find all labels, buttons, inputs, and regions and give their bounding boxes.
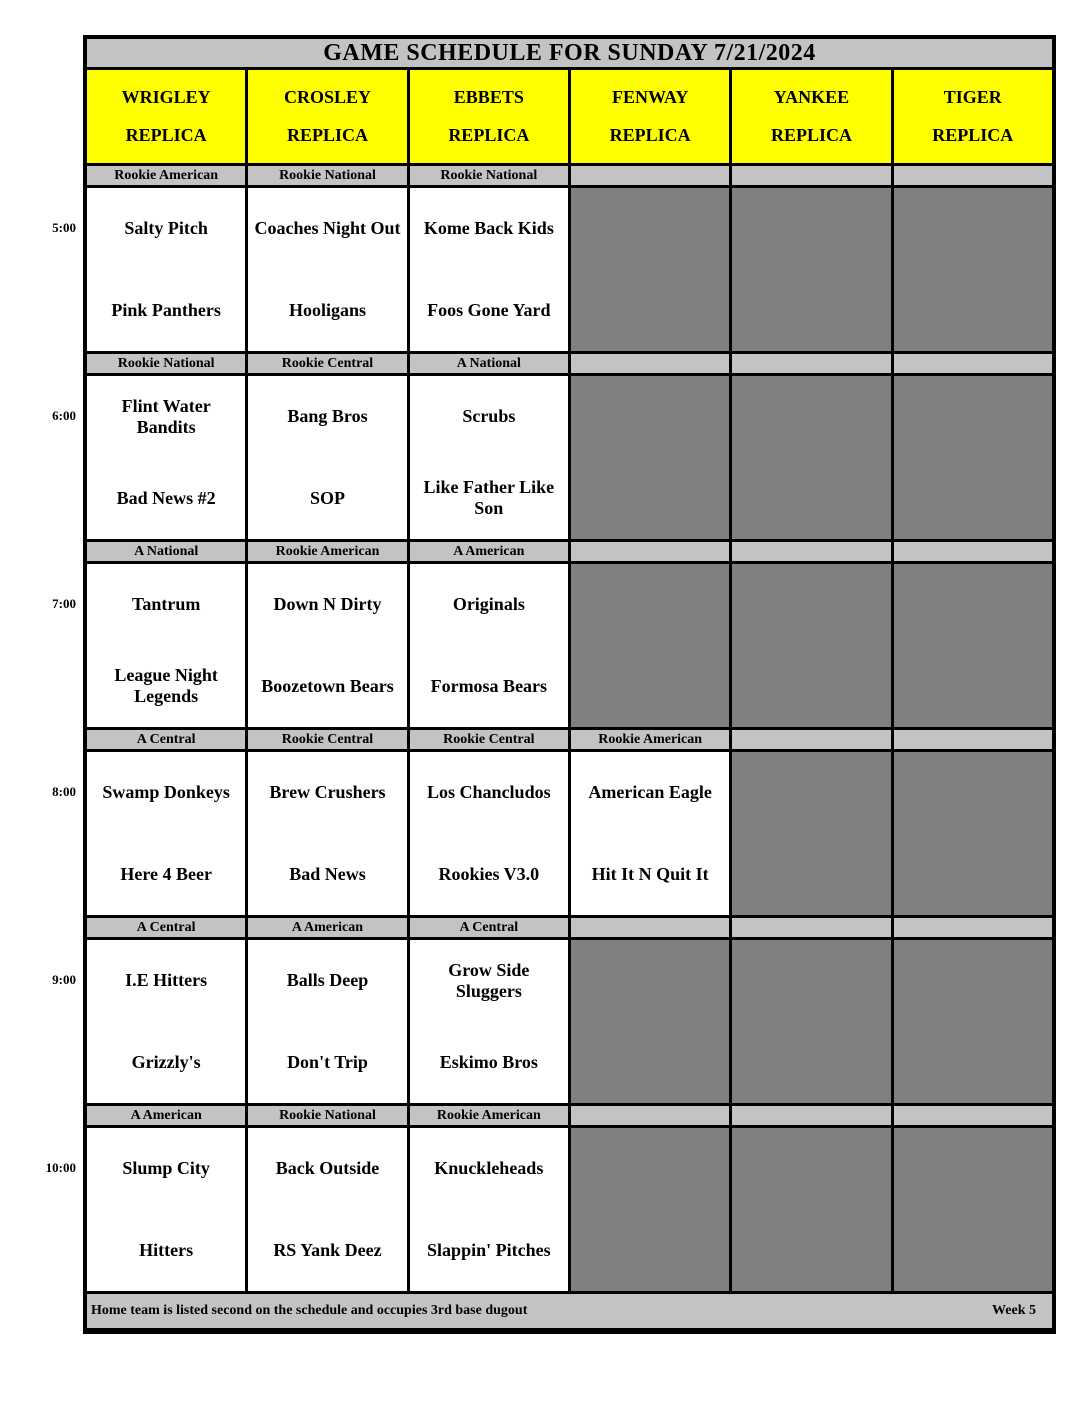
empty-game-cell <box>894 752 1052 915</box>
league-label-cell: Rookie Central <box>410 730 571 749</box>
field-name: FENWAY <box>611 87 689 107</box>
field-header-cell <box>894 70 1052 163</box>
field-name: CROSLEY <box>283 87 371 107</box>
game-cell <box>410 188 571 351</box>
league-label-cell: A American <box>248 918 409 937</box>
away-team: Brew Crushers <box>269 782 386 803</box>
games-row <box>87 376 1052 542</box>
time-label: 9:00 <box>52 972 76 987</box>
schedule-table <box>83 35 1056 1334</box>
league-label-cell: Rookie National <box>248 1106 409 1125</box>
league-blank-cell <box>894 542 1052 561</box>
game-cell <box>410 564 571 727</box>
league-blank-cell <box>732 730 893 749</box>
field-header-cell <box>571 70 732 163</box>
field-subtitle: REPLICA <box>286 125 368 145</box>
field-header-row <box>87 70 1052 166</box>
league-blank-cell <box>571 166 732 185</box>
away-team: Kome Back Kids <box>423 218 554 239</box>
league-blank-cell <box>894 1106 1052 1125</box>
away-team: Flint Water Bandits <box>121 395 211 437</box>
empty-game-cell <box>894 188 1052 351</box>
empty-game-cell <box>894 940 1052 1103</box>
game-cell <box>410 376 571 539</box>
home-team: Hitters <box>139 1239 194 1260</box>
game-cell <box>87 188 248 351</box>
game-cell <box>248 940 409 1103</box>
game-cell <box>248 564 409 727</box>
league-label-cell: Rookie American <box>571 730 732 749</box>
league-label-cell: Rookie American <box>87 166 248 185</box>
league-label-cell: Rookie National <box>87 354 248 373</box>
home-team: Bad News #2 <box>116 487 216 508</box>
empty-game-cell <box>732 940 893 1103</box>
home-team: Eskimo Bros <box>439 1051 538 1072</box>
away-team: Back Outside <box>275 1158 380 1179</box>
league-label-cell: Rookie National <box>410 166 571 185</box>
schedule-title: GAME SCHEDULE FOR SUNDAY 7/21/2024 <box>87 39 1052 70</box>
game-cell <box>571 752 732 915</box>
empty-game-cell <box>732 752 893 915</box>
empty-game-cell <box>732 376 893 539</box>
game-cell <box>410 752 571 915</box>
home-team: Hit It N Quit It <box>591 863 709 884</box>
field-subtitle: REPLICA <box>125 125 207 145</box>
home-team: Pink Panthers <box>111 299 221 320</box>
league-row <box>87 354 1052 376</box>
field-subtitle: REPLICA <box>770 125 852 145</box>
game-cell <box>87 940 248 1103</box>
time-label: 5:00 <box>52 220 76 235</box>
time-label: 10:00 <box>45 1160 76 1175</box>
league-label-cell: Rookie American <box>248 542 409 561</box>
league-blank-cell <box>894 166 1052 185</box>
league-label-cell: A Central <box>87 730 248 749</box>
field-header-cell <box>87 70 248 163</box>
game-cell <box>87 376 248 539</box>
league-blank-cell <box>571 354 732 373</box>
away-team: Tantrum <box>131 594 201 615</box>
away-team: Swamp Donkeys <box>102 782 230 803</box>
game-cell <box>248 1128 409 1291</box>
empty-game-cell <box>732 564 893 727</box>
league-blank-cell <box>732 542 893 561</box>
league-label-cell: A Central <box>87 918 248 937</box>
empty-game-cell <box>894 1128 1052 1291</box>
game-cell <box>248 188 409 351</box>
schedule-grid <box>87 166 1052 1294</box>
league-blank-cell <box>894 354 1052 373</box>
away-team: American Eagle <box>588 782 712 803</box>
away-team: Slump City <box>122 1158 210 1179</box>
game-cell <box>87 564 248 727</box>
away-team: Knuckleheads <box>434 1158 544 1179</box>
field-name: TIGER <box>943 87 1002 107</box>
away-team: Bang Bros <box>287 406 368 427</box>
field-name: WRIGLEY <box>121 87 211 107</box>
empty-game-cell <box>571 1128 732 1291</box>
games-row <box>87 188 1052 354</box>
games-row <box>87 564 1052 730</box>
game-cell <box>410 940 571 1103</box>
field-name: EBBETS <box>453 87 524 107</box>
away-team: Grow Side Sluggers <box>448 959 530 1001</box>
league-row <box>87 542 1052 564</box>
empty-game-cell <box>732 188 893 351</box>
home-team: Grizzly's <box>131 1051 201 1072</box>
home-team: League Night Legends <box>114 665 218 707</box>
away-team: Coaches Night Out <box>254 218 401 239</box>
empty-game-cell <box>571 940 732 1103</box>
field-header-cell <box>410 70 571 163</box>
league-label-cell: A National <box>87 542 248 561</box>
empty-game-cell <box>894 376 1052 539</box>
league-label-cell: Rookie American <box>410 1106 571 1125</box>
league-blank-cell <box>732 354 893 373</box>
away-team: Balls Deep <box>286 970 369 991</box>
away-team: Originals <box>452 594 525 615</box>
time-label: 6:00 <box>52 408 76 423</box>
field-subtitle: REPLICA <box>609 125 691 145</box>
footer-note: Home team is listed second on the schedule and occupies 3rd base dugout <box>91 1303 528 1318</box>
away-team: Los Chancludos <box>427 782 551 803</box>
league-blank-cell <box>894 730 1052 749</box>
field-subtitle: REPLICA <box>448 125 530 145</box>
time-label: 7:00 <box>52 596 76 611</box>
home-team: SOP <box>309 487 345 508</box>
empty-game-cell <box>571 564 732 727</box>
league-blank-cell <box>571 1106 732 1125</box>
game-cell <box>87 1128 248 1291</box>
league-label-cell: Rookie Central <box>248 354 409 373</box>
game-cell <box>87 752 248 915</box>
game-cell <box>410 1128 571 1291</box>
league-label-cell: A National <box>410 354 571 373</box>
away-team: Down N Dirty <box>273 594 382 615</box>
away-team: Scrubs <box>462 406 516 427</box>
field-subtitle: REPLICA <box>932 125 1014 145</box>
home-team: Rookies V3.0 <box>438 863 540 884</box>
away-team: Salty Pitch <box>124 218 208 239</box>
league-row <box>87 730 1052 752</box>
empty-game-cell <box>894 564 1052 727</box>
league-label-cell: A American <box>87 1106 248 1125</box>
home-team: Bad News <box>289 863 366 884</box>
games-row <box>87 940 1052 1106</box>
home-team: Here 4 Beer <box>120 863 212 884</box>
field-name: YANKEE <box>773 87 850 107</box>
league-label-cell: Rookie Central <box>248 730 409 749</box>
league-blank-cell <box>571 542 732 561</box>
league-blank-cell <box>732 1106 893 1125</box>
league-blank-cell <box>894 918 1052 937</box>
week-badge: Week 5 <box>992 1303 1036 1318</box>
time-label: 8:00 <box>52 784 76 799</box>
league-row <box>87 166 1052 188</box>
home-team: Formosa Bears <box>430 675 548 696</box>
empty-game-cell <box>571 376 732 539</box>
home-team: Slappin' Pitches <box>427 1239 551 1260</box>
game-cell <box>248 376 409 539</box>
league-blank-cell <box>732 166 893 185</box>
league-label-cell: A American <box>410 542 571 561</box>
league-row <box>87 918 1052 940</box>
league-blank-cell <box>732 918 893 937</box>
footer-bar <box>87 1294 1052 1328</box>
empty-game-cell <box>732 1128 893 1291</box>
league-blank-cell <box>571 918 732 937</box>
home-team: Hooligans <box>288 299 366 320</box>
home-team: RS Yank Deez <box>273 1239 382 1260</box>
home-team: Boozetown Bears <box>261 675 394 696</box>
away-team: I.E Hitters <box>125 970 208 991</box>
home-team: Don't Trip <box>287 1051 368 1072</box>
league-label-cell: Rookie National <box>248 166 409 185</box>
league-row <box>87 1106 1052 1128</box>
empty-game-cell <box>571 188 732 351</box>
game-cell <box>248 752 409 915</box>
field-header-cell <box>732 70 893 163</box>
field-header-cell <box>248 70 409 163</box>
home-team: Foos Gone Yard <box>427 299 551 320</box>
league-label-cell: A Central <box>410 918 571 937</box>
games-row <box>87 1128 1052 1294</box>
home-team: Like Father Like Son <box>423 477 555 519</box>
games-row <box>87 752 1052 918</box>
